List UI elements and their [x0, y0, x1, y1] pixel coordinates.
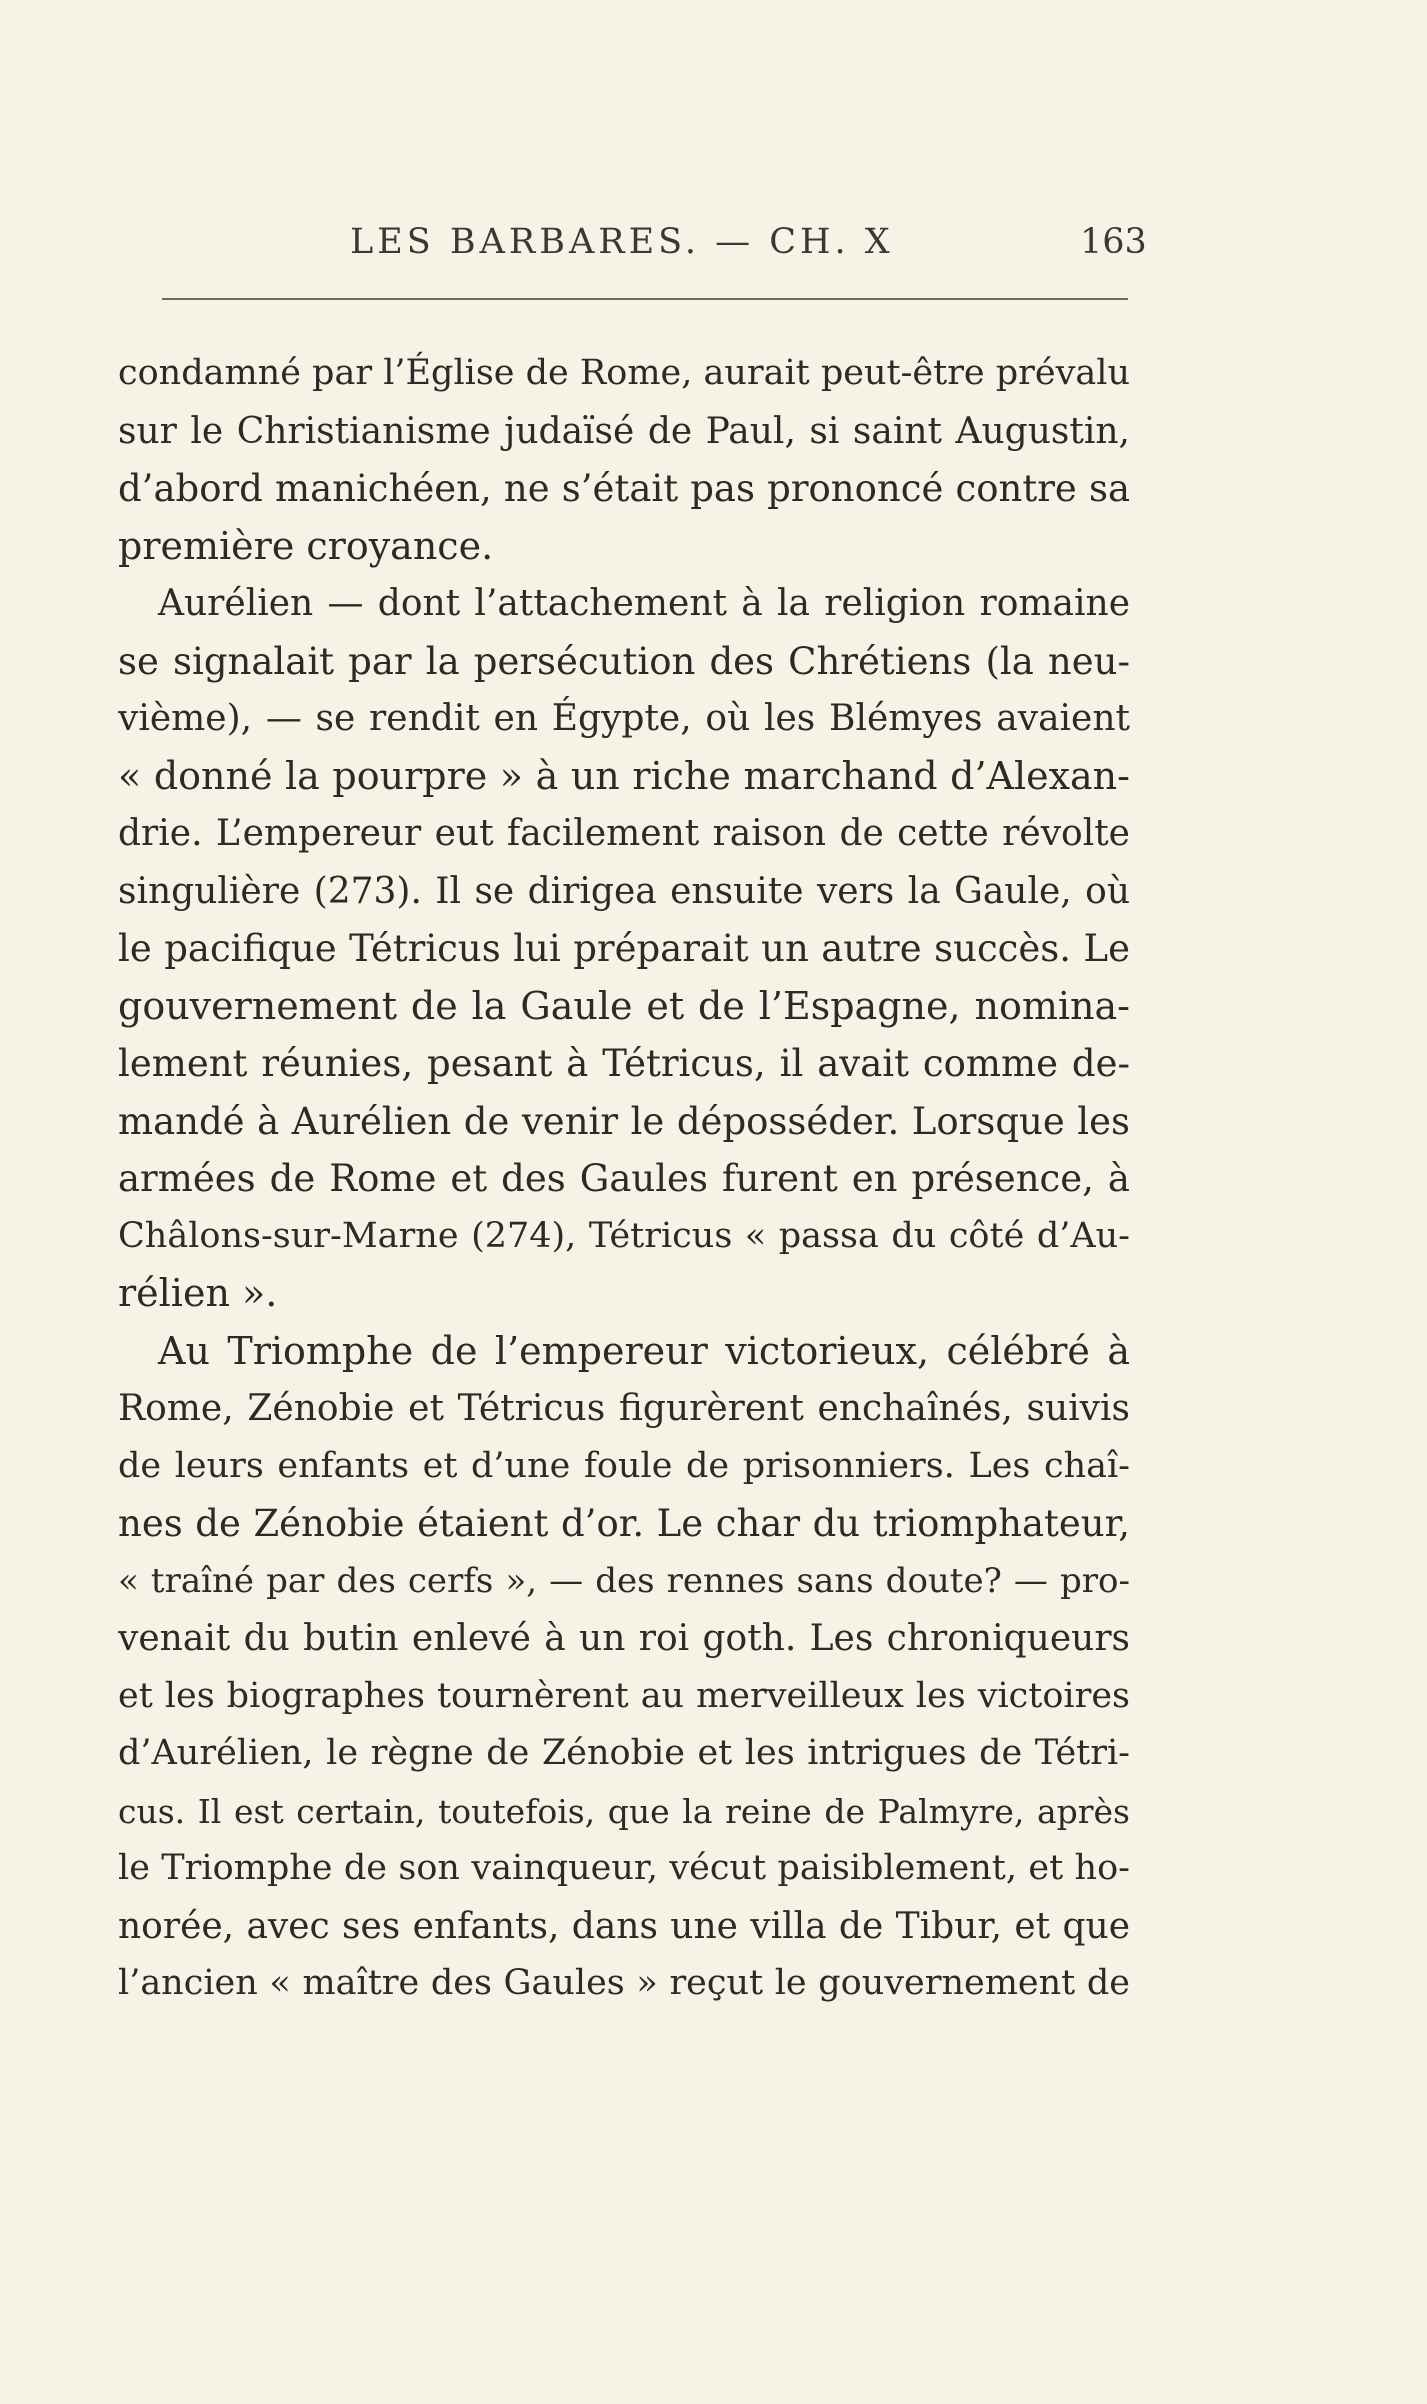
text-line: l’ancien « maître des Gaules » reçut le gouvernement de	[118, 1963, 1130, 2003]
text-line: nes de Zénobie étaient d’or. Le char du triomphateur,	[118, 1502, 1130, 1545]
header-rule	[162, 298, 1128, 300]
text-line: d’abord manichéen, ne s’était pas prononcé contre sa	[118, 467, 1130, 510]
text-line: vième), — se rendit en Égypte, où les Blémyes avaient	[118, 698, 1130, 739]
text-line: se signalait par la persécution des Chrétiens (la neu-	[118, 639, 1130, 683]
text-line: venait du butin enlevé à un roi goth. Les chroniqueurs	[118, 1618, 1130, 1659]
text-line: première croyance.	[118, 523, 494, 568]
text-line: « donné la pourpre » à un riche marchand d’Alexan-	[118, 753, 1130, 798]
text-line: singulière (273). Il se dirigea ensuite vers la Gaule, où	[118, 870, 1130, 912]
running-title: LES BARBARES. — CH. X	[350, 222, 894, 262]
text-line: norée, avec ses enfants, dans une villa de Tibur, et que	[118, 1905, 1130, 1947]
text-line: « traîné par des cerfs », — des rennes sans doute? — pro-	[118, 1560, 1130, 1601]
text-line: Rome, Zénobie et Tétricus figurèrent enchaînés, suivis	[118, 1388, 1130, 1429]
text-line: Au Triomphe de l’empereur victorieux, célébré à	[158, 1328, 1130, 1373]
text-line: de leurs enfants et d’une foule de prisonniers. Les chaî-	[118, 1445, 1130, 1486]
text-line: et les biographes tournèrent au merveilleux les victoires	[118, 1675, 1130, 1716]
text-line: le pacifique Tétricus lui préparait un autre succès. Le	[118, 927, 1130, 970]
text-line: condamné par l’Église de Rome, aurait peut-être prévalu	[118, 353, 1130, 393]
text-line: Aurélien — dont l’attachement à la religion romaine	[158, 583, 1130, 624]
page-number: 163	[1080, 222, 1147, 262]
text-line: cus. Il est certain, toutefois, que la reine de Palmyre, après	[118, 1791, 1130, 1831]
text-line: lement réunies, pesant à Tétricus, il avait comme de-	[118, 1042, 1130, 1085]
text-line: gouvernement de la Gaule et de l’Espagne, nomina-	[118, 983, 1130, 1028]
text-line: rélien ».	[118, 1271, 278, 1315]
text-line: armées de Rome et des Gaules furent en présence, à	[118, 1157, 1130, 1200]
text-line: d’Aurélien, le règne de Zénobie et les intrigues de Tétri-	[118, 1733, 1130, 1773]
text-line: drie. L’empereur eut facilement raison de cette révolte	[118, 813, 1130, 854]
text-line: sur le Christianisme judaïsé de Paul, si saint Augustin,	[118, 410, 1130, 452]
text-line: Châlons-sur-Marne (274), Tétricus « passa du côté d’Au-	[118, 1215, 1130, 1256]
body-text	[118, 345, 1130, 2013]
text-line: le Triomphe de son vainqueur, vécut paisiblement, et ho-	[118, 1848, 1130, 1888]
text-line: mandé à Aurélien de venir le déposséder. Lorsque les	[118, 1099, 1130, 1143]
